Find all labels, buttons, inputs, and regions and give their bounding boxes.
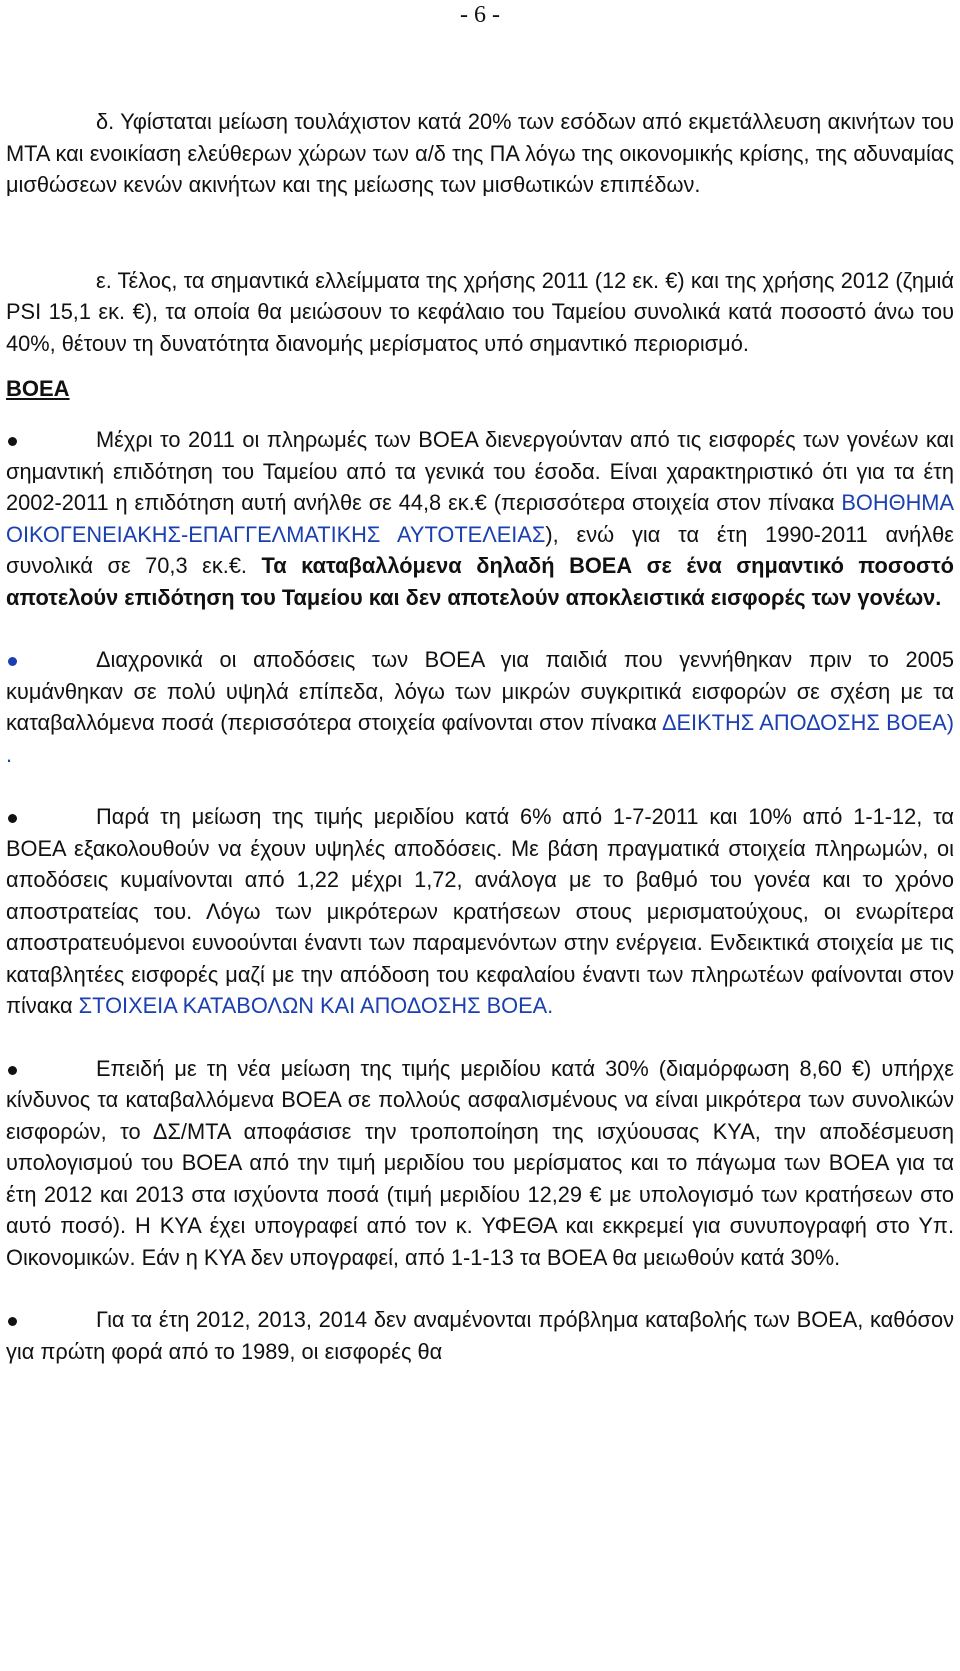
link-boithima-table[interactable]: ΒΟΗΘΗΜΑ ΟΙΚΟΓΕΝΕΙΑΚΗΣ-ΕΠΑΓΓΕΛΜΑΤΙΚΗΣ ΑΥΤΟΤΕΛΕΙΑΣ <box>6 490 954 547</box>
bullet-icon <box>8 437 17 446</box>
page-number: - 6 - <box>460 2 500 28</box>
bullet-1-text <box>6 424 954 613</box>
link-stoixeia-katavolon-table[interactable]: ΣΤΟΙΧΕΙΑ ΚΑΤΑΒΟΛΩΝ ΚΑΙ ΑΠΟΔΟΣΗΣ ΒΟΕΑ. <box>78 993 554 1018</box>
bullet-item-3 <box>6 801 954 1022</box>
document-page <box>6 0 954 1367</box>
bullet-icon <box>8 814 17 823</box>
bullet-item-4 <box>6 1053 954 1274</box>
bullet-1-bold-text: Τα καταβαλλόμενα δηλαδή ΒΟΕΑ σε ένα σημαντικό ποσοστό αποτελούν επιδότηση του Ταμείου και δεν αποτελούν αποκλειστικά εισφορές των γονέων. <box>6 553 954 610</box>
paragraph-d: δ. Υφίσταται μείωση τουλάχιστον κατά 20% των εσόδων από εκμετάλλευση ακινήτων του ΜΤΑ και ενοικίαση ελεύθερων χώρων των α/δ της ΠΑ λόγω της οικονομικής κρίσης, της αδυναμίας μισθώσεων κενών ακινήτων και της μείωσης των μισθωτικών επιπέδων. <box>6 109 954 197</box>
bullet-2-text <box>6 644 954 770</box>
bullet-icon <box>8 1317 17 1326</box>
bullet-2-text-part1: Διαχρονικά οι αποδόσεις των ΒΟΕΑ για παιδιά που γεννήθηκαν πριν το 2005 κυμάνθηκαν σε πολύ υψηλά επίπεδα, λόγω των μικρών συγκριτικά εισφορών σε σχέση με τα καταβαλλόμενα ποσά (περισσότερα στοιχεία φαίνονται στον πίνακα <box>6 647 954 735</box>
section-heading-boea: ΒΟΕΑ <box>6 376 70 401</box>
bullet-1-text-part1: Μέχρι το 2011 οι πληρωμές των ΒΟΕΑ διενεργούνταν από τις εισφορές των γονέων και σημαντική επιδότηση του Ταμείου από τα γενικά του έσοδα. Είναι χαρακτηριστικό ότι για τα έτη 2002-2011 η επιδότηση αυτή ανήλθε σε 44,8 εκ.€ (περισσότερα στοιχεία στον πίνακα <box>6 427 954 515</box>
bullet-item-5 <box>6 1304 954 1367</box>
bullet-icon <box>8 657 17 666</box>
bullet-item-2 <box>6 644 954 770</box>
paragraph-e: ε. Τέλος, τα σημαντικά ελλείμματα της χρήσης 2011 (12 εκ. €) και της χρήσης 2012 (ζημιά PSI 15,1 εκ. €), τα οποία θα μειώσουν το κεφάλαιο του Ταμείου συνολικά κατά ποσοστό άνω του 40%, θέτουν τη δυνατότητα διανομής μερίσματος υπό σημαντικό περιορισμό. <box>6 267 954 356</box>
bullet-item-1 <box>6 424 954 613</box>
link-deiktis-apodosis-table[interactable]: ΔΕΙΚΤΗΣ ΑΠΟΔΟΣΗΣ ΒΟΕΑ) . <box>6 710 954 767</box>
bullet-3-text-part1: Παρά τη μείωση της τιμής μεριδίου κατά 6% από 1-7-2011 και 10% από 1-1-12, τα ΒΟΕΑ εξακολουθούν να έχουν υψηλές αποδόσεις. Με βάση πραγματικά στοιχεία πληρωμών, οι αποδόσεις κυμαίνονται από 1,22 μέχρι 1,72, ανάλογα με το βαθμό του γονέα και το χρόνο αποστρατείας του. Λόγω των μικρότερων κρατήσεων στους μερισματούχους, οι ενωρίτερα αποστρατευόμενοι ευνοούνται έναντι των παραμενόντων στην ενέργεια. Ενδεικτικά στοιχεία με τις καταβλητέες εισφορές μαζί με την απόδοση του κεφαλαίου έναντι των πληρωτέων φαίνονται στον πίνακα <box>6 804 954 1018</box>
bullet-icon <box>8 1066 17 1075</box>
bullet-4-text: Επειδή με τη νέα μείωση της τιμής μεριδίου κατά 30% (διαμόρφωση 8,60 €) υπήρχε κίνδυνος τα καταβαλλόμενα ΒΟΕΑ σε πολλούς ασφαλισμένους να είναι μικρότερα των συνολικών εισφορών, το ΔΣ/ΜΤΑ αποφάσισε την τροποποίηση της ισχύουσας ΚΥΑ, την αποδέσμευση υπολογισμού του ΒΟΕΑ από την τιμή μεριδίου του μερίσματος και το πάγωμα των ΒΟΕΑ για τα έτη 2012 και 2013 στα ισχύοντα ποσά (τιμή μεριδίου 12,29 € με υπολογισμό των κρατήσεων στο αυτό ποσό). Η ΚΥΑ έχει υπογραφεί από τον κ. ΥΦΕΘΑ και εκκρεμεί για συνυπογραφή στο Υπ. Οικονομικών. Εάν η ΚΥΑ δεν υπογραφεί, από 1-1-13 τα ΒΟΕΑ θα μειωθούν κατά 30%. <box>6 1055 954 1270</box>
bullet-5-text: Για τα έτη 2012, 2013, 2014 δεν αναμένονται πρόβλημα καταβολής των ΒΟΕΑ, καθόσον για πρώτη φορά από το 1989, οι εισφορές θα <box>6 1307 954 1364</box>
bullet-1-text-part2: ), ενώ για τα έτη 1990-2011 ανήλθε συνολικά σε 70,3 εκ.€. <box>6 521 954 578</box>
bullet-3-text <box>6 801 954 1022</box>
